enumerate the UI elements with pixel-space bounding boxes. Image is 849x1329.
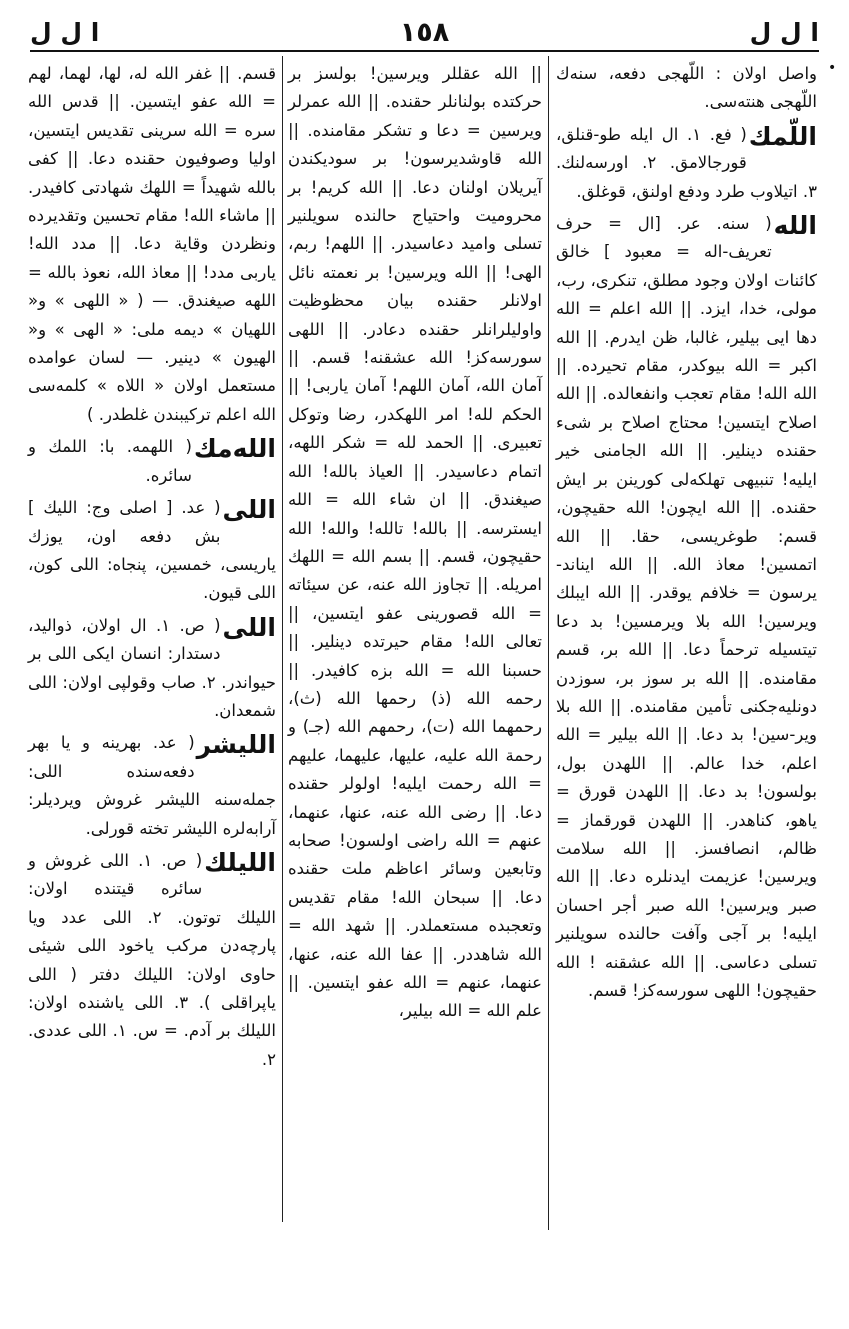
entry-continuation: || الله عقللر ویرسین! بولسز بر حركتده بولنانلر حقنده. || الله عمرلر ویرسین = دعا و تشكر مقامنده. || الله قاوشدیرسون! بر سودیكندن آیریلان اولنان دعا. || الله كریم! بر محرومیت واحتیاج حالنده سویلنیر تسلی وامید دعاسیدر. || اللهم! ربم، الهی! || الله ویرسین! بر نعمته نائل اولانلر حقنده بیان محظوظیت واولیلرانلر حقنده دعادر. || اللهی سورسه‌كز! الله عشقنه! قسم. || آمان الله، آمان اللهم! آمان یاربی! || الحكم لله! امر اللهكدر، رضا وتوكل تعبیری. || الحمد لله = شكر اللهه، اتمام دعاسیدر. || العیاذ بالله! الله صیغندق. || ان شاء الله = الله ایسترسه. || بالله! تالله! والله! الله حقیچون، قسم. || بسم الله = اللهك امریله. || تجاوز الله عنه، عن سیئاته = الله قصورینی عفو ایتسین، || تعالی الله! مقام حیرتده دینلیر. || حسبنا الله = الله بزه كافیدر. || رحمه الله (ذ) رحمها الله (ث)، رحمهما الله (ت)، رحمهم الله (جـ) و رحمة الله علیه، علیها، علیهما، علیهم = الله رحمت ایلیه! اولولر حقنده دعا. || رضی الله عنه، عنها، عنهما، عنهم = الله راضی اولسون! صحابه وتابعین وسائر اعاظم ملت حقنده دعا. || سبحان الله! مقام تقدیس وتعجبده مستعملدر. || شهد الله = الله شاهددر. || عفا الله عنه، عنها، عنهما، عنهم = الله عفو ایتسین. || علم الله = الله بیلیر، [288, 64, 542, 1021]
headword: اللی [222, 612, 276, 642]
entry-definition: ( عد. بهرینه و یا بهر دفعه‌سنده اللی: جمله‌سنه اللیشر غروش ویردیلر: آرابه‌لره اللیشر تخته قورلی. [28, 733, 276, 838]
dictionary-entry [28, 494, 276, 608]
dictionary-entry [556, 210, 817, 1005]
running-head-left: ا ل ل [30, 17, 100, 47]
header-rule [30, 50, 819, 52]
headword: الله [773, 211, 817, 241]
headword: اللیلك [204, 847, 276, 877]
dictionary-entry [28, 433, 276, 490]
dictionary-entry [556, 121, 817, 206]
dictionary-entry [28, 729, 276, 843]
entry-continuation: واصل اولان : اللّهجی دفعه، سنه‌ك اللّهجی هنته‌سی. [556, 64, 817, 112]
page-number: ١٥٨ [399, 16, 450, 48]
column-left [28, 60, 276, 1078]
entry-definition: ( ص. ١. ال اولان، ذوالید، دستدار: انسان ایكی اللی بر حیواندر. ٢. صاب وقولپی اولان: اللی شمعدان. [28, 615, 276, 720]
entry-definition: ( اللهمه. با: اللمك و سائره. [28, 437, 192, 485]
headword: اللی [222, 495, 276, 525]
entry-definition: ( ص. ١. اللی غروش و سائره قیتنده اولان: اللیلك توتون. ٢. اللی عدد ویا پارچه‌دن مركب یاخود اللی شیئی حاوی اولان: اللیلك دفتر ( اللی یاپراقلی ). ٣. اللی یاشنده اولان: اللیلك بر آدم. = س. ١. اللی عددی. ٢. [28, 850, 276, 1069]
column-middle [288, 60, 542, 1030]
dictionary-entry [28, 612, 276, 726]
column-divider-left [282, 56, 283, 1222]
headword: الله‌مك [193, 434, 276, 464]
entry-definition: ( فع. ١. ال ایله طو-قنلق، قورجالامق. ٢. اورسه‌لنك. ٣. اتیلاوب طرد ودفع اولنق، قوغلق. [556, 124, 817, 201]
column-right [556, 60, 817, 1009]
headword: اللیشر [196, 730, 276, 760]
entry-definition: ( سنه. عر. [ال = حرف تعریف-اله = معبود ] خالق كائنات اولان وجود مطلق، تنكری، رب، مولی، خدا، ایزد. || الله اعلم = الله دها ایی بیلیر، غالبا، ظن ایدرم. || الله اكبر = الله بیوكدر، مقام تحیرده. || الله الله! مقام تعجب وانفعالده. || الله اصلاح ایتسین! محتاج اصلاح بر شیء حقنده دینلیر. || الله الجامنی خیر ایلیه! تنبیهی تهلكه‌لی كورینن بر ایش حقنده. || الله ایچون! الله حقیچون، قسم: طوغریسی، حقا. || الله اتمسین! معاذ الله. || الله ایناند-یرسون = خلافم یوقدر. || الله ایبلك ویرسین! الله بلا ویرمسین! بد دعا تیتسیله ترحماً دعا. || الله بر، قسم مقامنده. || الله بر سوز بر، سوزدن دونلیه‌جكنی تأمین مقامنده. || الله بلا ویر-سین! بد دعا. || الله بیلیر = الله اعلم، خدا عالم. || اللهدن بول، بولسون! بد دعا. || اللهدن قورق = یاهو، كناهدر. || اللهدن قورقماز = ظالم، انصافسز. || الله سلامت ویرسین! عزیمت ایدنلره دعا. || الله صبر ویرسین! الله صبر أجر احسان ایلیه! بر آجی وآفت حالنده سویلنیر تسلی دعاسی. || الله عشقنه ! الله حقیچون! اللهی سورسه‌كز! قسم. [556, 214, 817, 1000]
running-head-right: ا ل ل [749, 17, 819, 47]
page-header [30, 12, 819, 52]
column-divider-right [548, 56, 549, 1230]
dictionary-entry [28, 847, 276, 1074]
entry-continuation: قسم. || غفر الله له، لها، لهما، لهم = الله عفو ایتسین. || قدس الله سره = الله سرینی تقدیس ایتسین، اولیا وصوفیون حقنده دعا. || كفی بالله شهیداً = اللهك شهادتی كافیدر. || ماشاء الله! مقام تحسین وتقدیرده ونظردن وقایة دعا. || مدد الله! یاربی مدد! || معاذ الله، نعوذ بالله = اللهه صیغندق. — ( « اللهی » و« اللهیان » دیمه ملی: « الهی » و« الهیون » دینیر. — لسان عوامده مستعمل اولان « اللاه » كلمه‌سی الله اعلم تركیبندن غلطدر. ) [28, 64, 276, 424]
margin-mark: • [828, 60, 837, 76]
headword: اللّمك [748, 121, 817, 151]
entry-definition: ( عد. [ اصلی وج: اللیك ] بش دفعه اون، یوزك یاریسی، خمسین، پنجاه: اللی كون، اللی قیون. [28, 498, 276, 603]
